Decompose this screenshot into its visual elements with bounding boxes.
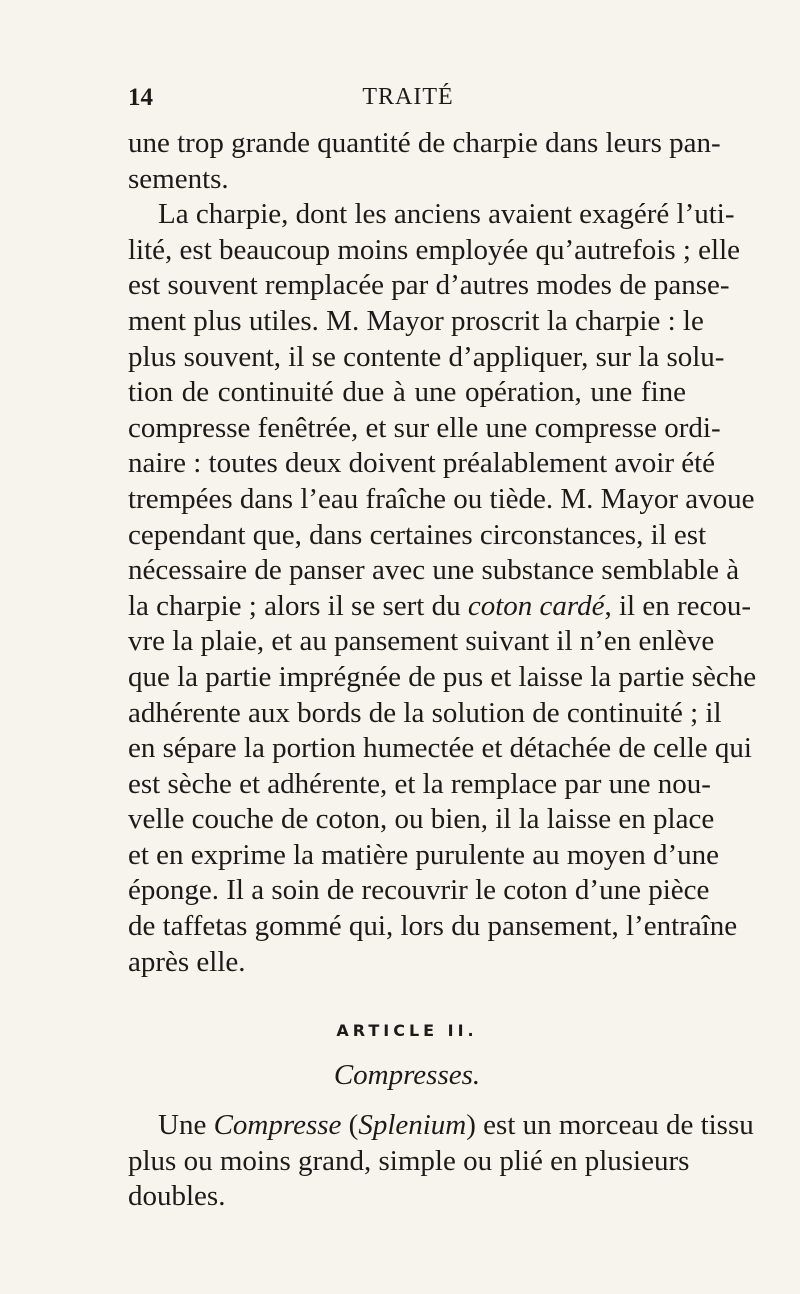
text-line: et en exprime la matière purulente au moyen d’une bbox=[128, 838, 720, 871]
text-line: plus souvent, il se contente d’appliquer, sur la solu- bbox=[128, 340, 725, 373]
text-line: est souvent remplacée par d’autres modes de panse- bbox=[128, 269, 730, 302]
running-title: TRAITÉ bbox=[362, 84, 454, 110]
text-line: nécessaire de panser avec une substance semblable à bbox=[128, 554, 740, 587]
text-line: après elle. bbox=[128, 945, 246, 978]
text-line: adhérente aux bords de la solution de continuité ; il bbox=[128, 696, 722, 729]
article-heading: ARTICLE II. bbox=[336, 1021, 478, 1040]
italic-term-coton-carde: coton cardé bbox=[467, 589, 605, 622]
text-line: sements. bbox=[128, 162, 229, 195]
page-number: 14 bbox=[128, 84, 153, 111]
text-line: compresse fenêtrée, et sur elle une compresse ordi- bbox=[128, 411, 721, 444]
text-line: doubles. bbox=[128, 1180, 226, 1213]
italic-term-compresse: Compresse bbox=[213, 1109, 342, 1141]
definition-paragraph bbox=[128, 1108, 754, 1215]
text-run: Une bbox=[158, 1109, 214, 1141]
text-line: lité, est beaucoup moins employée qu’autrefois ; elle bbox=[128, 233, 741, 266]
text-line: est sèche et adhérente, et la remplace par une nou- bbox=[128, 767, 711, 800]
text-run: , il en recou- bbox=[604, 589, 752, 622]
text-line: naire : toutes deux doivent préalablement avoir été bbox=[128, 447, 716, 480]
text-line: vre la plaie, et au pansement suivant il n’en enlève bbox=[128, 625, 715, 658]
text-line: trempées dans l’eau fraîche ou tiède. M. Mayor avoue bbox=[128, 482, 755, 515]
text-run: ( bbox=[341, 1109, 359, 1141]
text-line-with-italic bbox=[128, 589, 752, 625]
running-head bbox=[128, 84, 688, 114]
text-run: la charpie ; alors il se sert du bbox=[128, 589, 468, 622]
text-line: velle couche de coton, ou bien, il la laisse en place bbox=[128, 803, 715, 836]
italic-term-splenium: Splenium bbox=[358, 1109, 467, 1141]
text-line: que la partie imprégnée de pus et laisse la partie sèche bbox=[128, 660, 757, 693]
text-run: ) est un morceau de tissu bbox=[466, 1109, 754, 1141]
text-line: en sépare la portion humectée et détachée de celle qui bbox=[128, 732, 752, 765]
section-title: Compresses. bbox=[333, 1059, 481, 1091]
text-line: cependant que, dans certaines circonstances, il est bbox=[128, 518, 707, 551]
text-line: éponge. Il a soin de recouvrir le coton d’une pièce bbox=[128, 874, 710, 907]
text-line: tion de continuité due à une opération, une fine bbox=[128, 376, 686, 409]
text-line-with-italic bbox=[128, 1108, 754, 1144]
text-line: une trop grande quantité de charpie dans leurs pan- bbox=[128, 127, 721, 159]
text-line: ment plus utiles. M. Mayor proscrit la charpie : le bbox=[128, 304, 704, 337]
text-line: La charpie, dont les anciens avaient exagéré l’uti- bbox=[158, 198, 735, 231]
text-line: de taffetas gommé qui, lors du pansement, l’entraîne bbox=[128, 910, 738, 943]
text-line: plus ou moins grand, simple ou plié en plusieurs bbox=[128, 1144, 690, 1177]
body-text bbox=[128, 126, 757, 980]
